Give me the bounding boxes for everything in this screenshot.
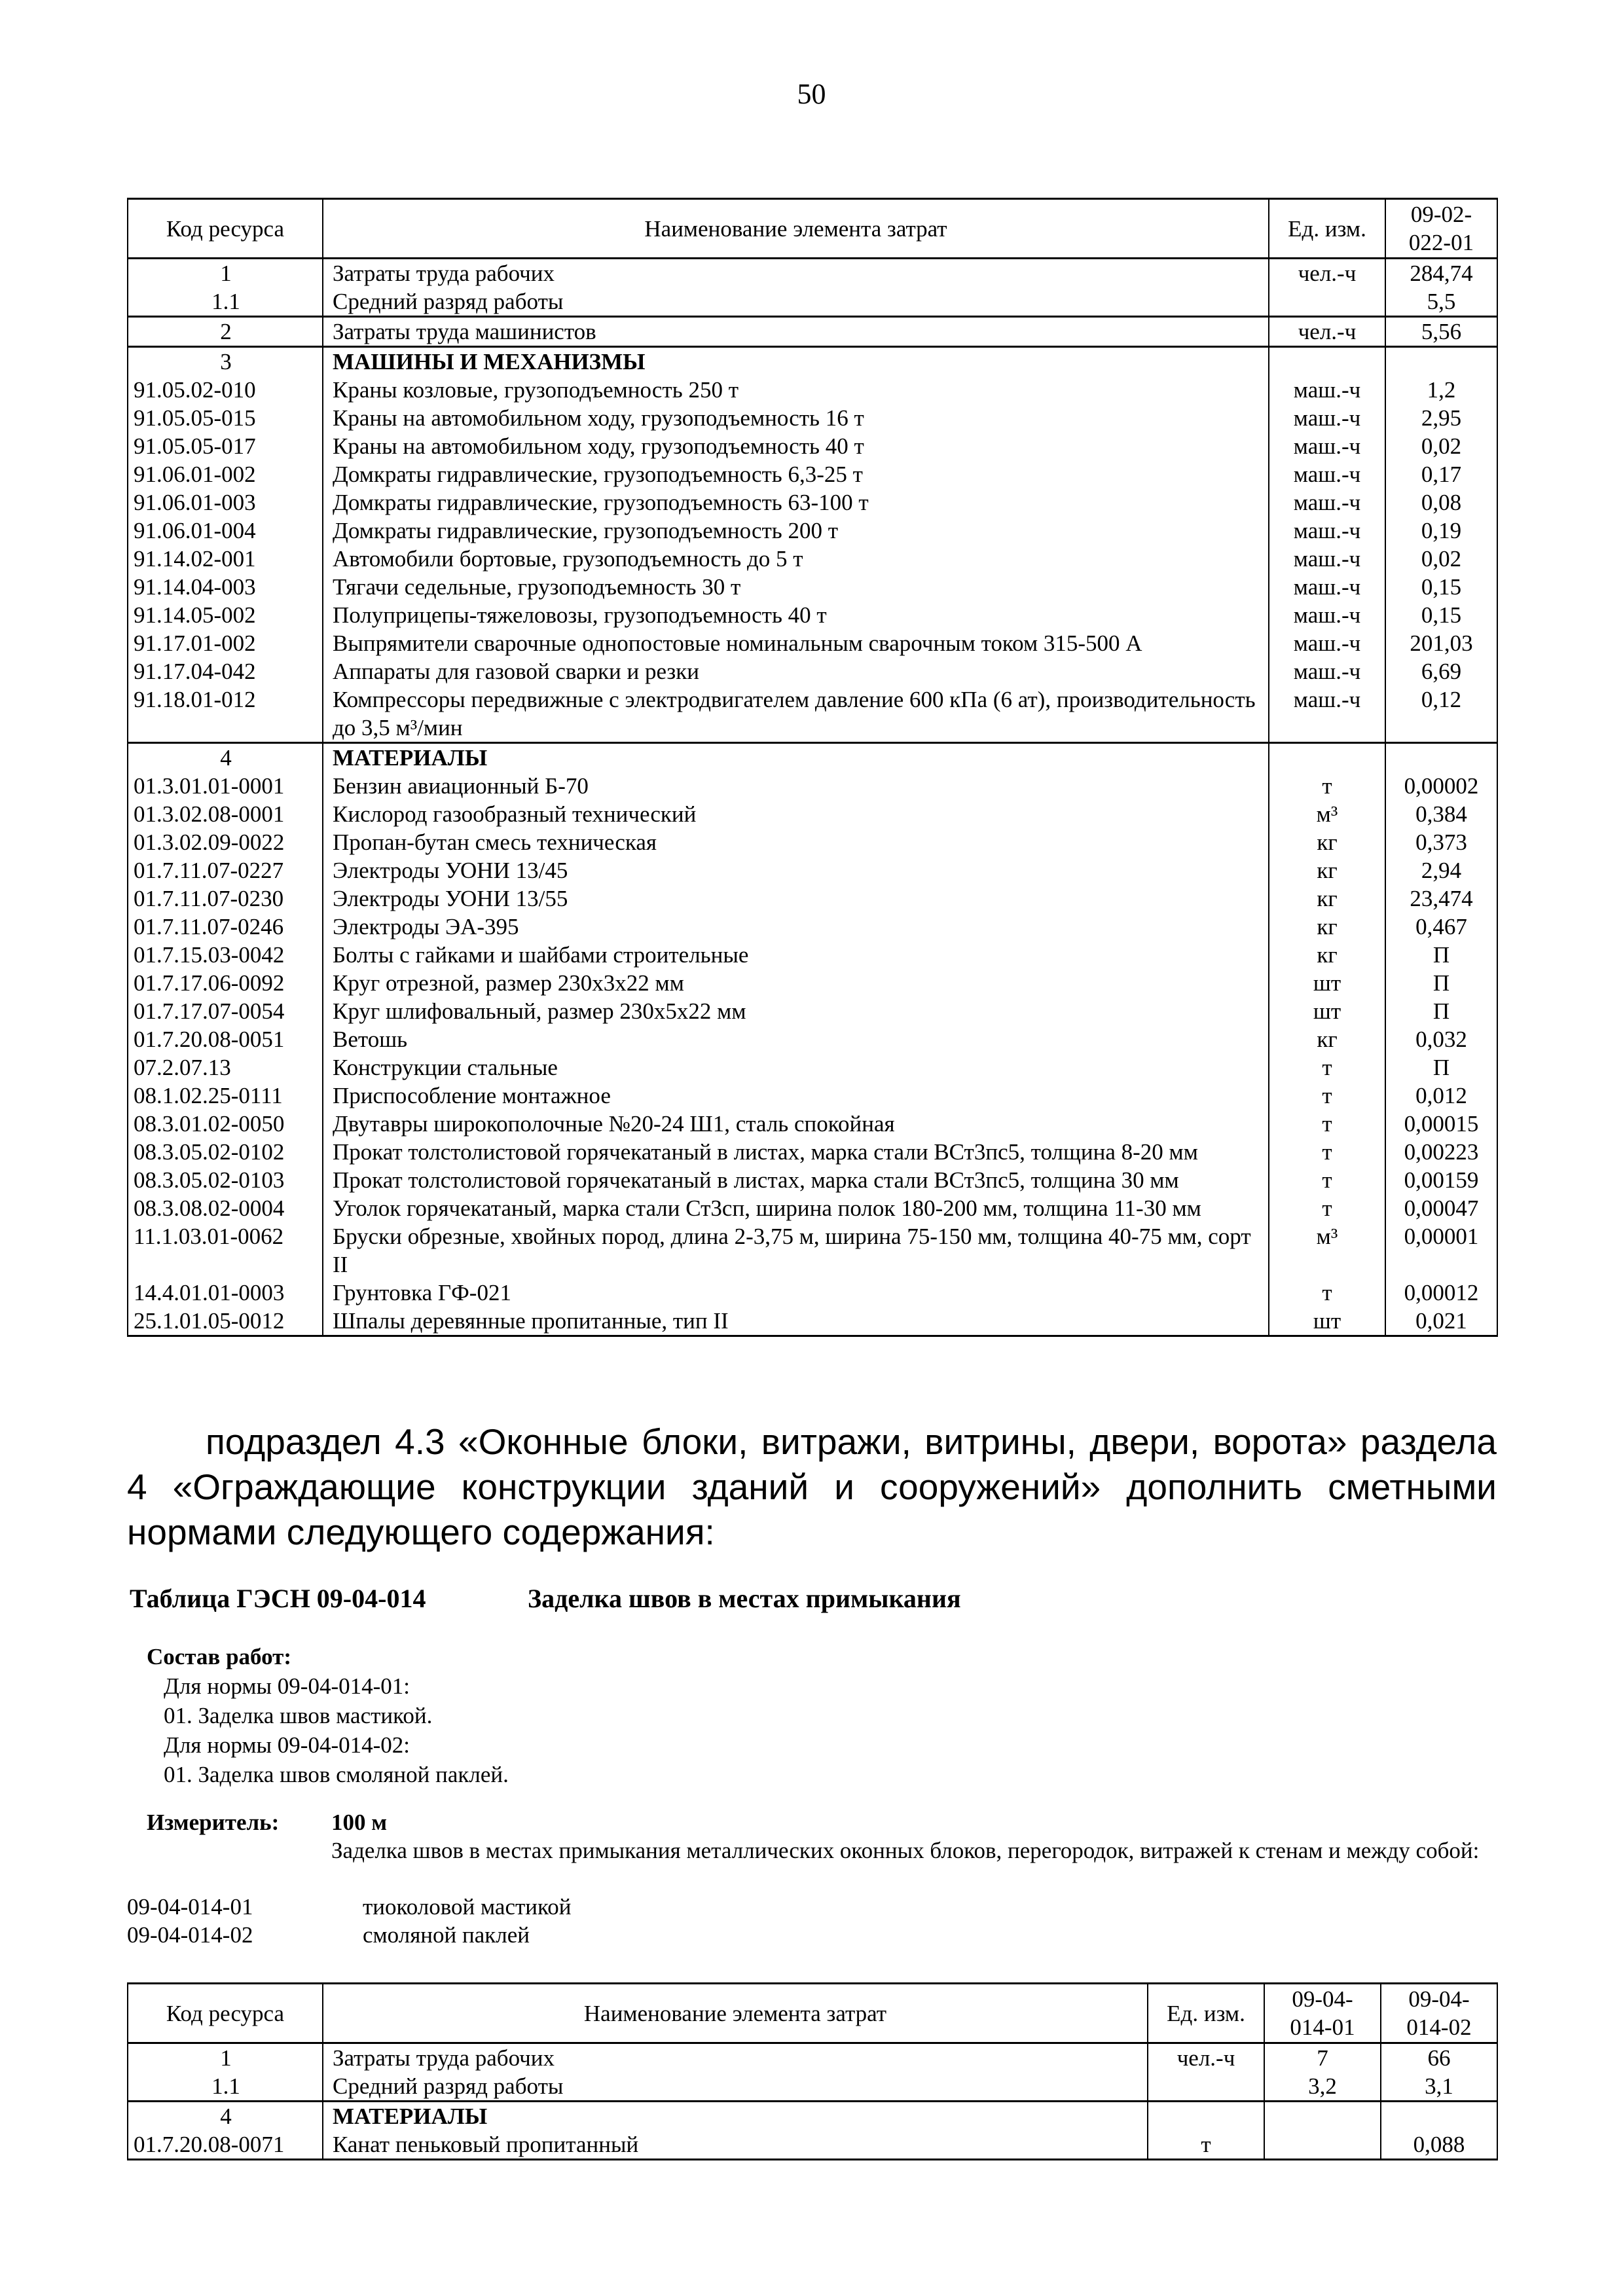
resource-code: 25.1.01.05-0012: [128, 1307, 323, 1336]
table-row: [128, 376, 1497, 404]
resource-value: [1385, 743, 1497, 773]
resource-unit: чел.-ч: [1148, 2043, 1264, 2073]
resource-code: 91.17.01-002: [128, 629, 323, 657]
resource-code: 1: [128, 2043, 323, 2073]
resource-code: 01.3.01.01-0001: [128, 772, 323, 800]
work-line: 01. Заделка швов мастикой.: [164, 1703, 433, 1728]
resource-code: 01.7.17.06-0092: [128, 969, 323, 997]
resource-name: Кислород газообразный технический: [323, 800, 1269, 828]
work-composition: [147, 1642, 509, 1789]
resource-code: 1: [128, 259, 323, 288]
header-norm-1: 09-04-014-01: [1264, 1984, 1381, 2043]
resource-unit: кг: [1269, 856, 1385, 884]
resource-unit: т: [1269, 772, 1385, 800]
resource-unit: маш.-ч: [1269, 432, 1385, 460]
resource-name: Круг отрезной, размер 230х3х22 мм: [323, 969, 1269, 997]
resource-name: Домкраты гидравлические, грузоподъемность 63-100 т: [323, 488, 1269, 517]
resource-unit: маш.-ч: [1269, 376, 1385, 404]
header-code: Код ресурса: [128, 1984, 323, 2043]
header-norm: 09-02-022-01: [1385, 199, 1497, 259]
resource-name: Уголок горячекатаный, марка стали Ст3сп, ширина полок 180-200 мм, толщина 11-30 мм: [323, 1194, 1269, 1222]
resource-unit: т: [1269, 1194, 1385, 1222]
variant-text: смоляной паклей: [363, 1922, 530, 1948]
table-row: [128, 1082, 1497, 1110]
resource-name: МАШИНЫ И МЕХАНИЗМЫ: [323, 347, 1269, 376]
table-title-name: Заделка швов в местах примыкания: [528, 1584, 961, 1613]
resource-value: 0,373: [1385, 828, 1497, 856]
measure-description: Заделка швов в местах примыкания металлических оконных блоков, перегородок, витражей к стенам и между собой:: [331, 1838, 1480, 1863]
table-row: [128, 913, 1497, 941]
work-line: 01. Заделка швов смоляной паклей.: [164, 1762, 509, 1787]
resource-code: 01.7.15.03-0042: [128, 941, 323, 969]
resource-unit: кг: [1269, 913, 1385, 941]
resource-unit: кг: [1269, 884, 1385, 913]
resource-value: П: [1385, 969, 1497, 997]
resource-name: Электроды УОНИ 13/45: [323, 856, 1269, 884]
resource-code: 91.05.02-010: [128, 376, 323, 404]
resource-unit: т: [1269, 1279, 1385, 1307]
resource-unit: маш.-ч: [1269, 601, 1385, 629]
header-name: Наименование элемента затрат: [323, 199, 1269, 259]
resource-name: Полуприцепы-тяжеловозы, грузоподъемность 40 т: [323, 601, 1269, 629]
table-row: [128, 317, 1497, 347]
amendment-text: подраздел 4.3 «Оконные блоки, витражи, витрины, двери, ворота» раздела 4 «Ограждающие конструкции зданий и сооружений» дополнить сметными нормами следующего содержания:: [127, 1421, 1497, 1552]
resource-name: Прокат толстолистовой горячекатаный в листах, марка стали ВСт3пс5, толщина 8-20 мм: [323, 1138, 1269, 1166]
resource-code: 91.05.05-017: [128, 432, 323, 460]
resource-unit: маш.-ч: [1269, 629, 1385, 657]
table-row: [128, 517, 1497, 545]
table-row: [128, 1194, 1497, 1222]
resource-unit: кг: [1269, 1025, 1385, 1053]
table-row: [128, 828, 1497, 856]
resource-code: 91.18.01-012: [128, 685, 323, 743]
resource-name: Грунтовка ГФ-021: [323, 1279, 1269, 1307]
resource-value: 201,03: [1385, 629, 1497, 657]
resource-name: Домкраты гидравлические, грузоподъемность 200 т: [323, 517, 1269, 545]
resource-value: 1,2: [1385, 376, 1497, 404]
resource-value: 0,15: [1385, 601, 1497, 629]
resource-unit: кг: [1269, 828, 1385, 856]
resource-name: Краны на автомобильном ходу, грузоподъемность 40 т: [323, 432, 1269, 460]
resource-unit: т: [1269, 1138, 1385, 1166]
variant-code: 09-04-014-01: [127, 1894, 253, 1920]
table-row: [128, 941, 1497, 969]
header-unit: Ед. изм.: [1148, 1984, 1264, 2043]
table-row: [128, 488, 1497, 517]
resource-unit: [1269, 743, 1385, 773]
table-row: [128, 1279, 1497, 1307]
resource-code: 91.14.05-002: [128, 601, 323, 629]
resource-value: 0,467: [1385, 913, 1497, 941]
resource-value: 3,2: [1264, 2072, 1381, 2102]
resource-value: 2,95: [1385, 404, 1497, 432]
resource-code: 2: [128, 317, 323, 347]
resource-code: 01.7.17.07-0054: [128, 997, 323, 1025]
resource-name: Приспособление монтажное: [323, 1082, 1269, 1110]
resource-name: Болты с гайками и шайбами строительные: [323, 941, 1269, 969]
resource-name: Компрессоры передвижные с электродвигателем давление 600 кПа (6 ат), производительность до 3,5 м³/мин: [323, 685, 1269, 743]
table-row: [128, 1138, 1497, 1166]
resource-value: 284,74: [1385, 259, 1497, 288]
table-row: [128, 601, 1497, 629]
amendment-paragraph: [127, 1419, 1497, 1555]
table-row: [128, 1025, 1497, 1053]
table-row: [128, 657, 1497, 685]
resource-value: 0,00223: [1385, 1138, 1497, 1166]
table-title-label: Таблица ГЭСН 09-04-014: [130, 1584, 426, 1613]
section-row: [128, 2102, 1497, 2131]
resource-code: 91.14.02-001: [128, 545, 323, 573]
resource-unit: маш.-ч: [1269, 545, 1385, 573]
table-row: [128, 685, 1497, 743]
table-row: [128, 1307, 1497, 1336]
resource-value: 7: [1264, 2043, 1381, 2073]
header-code: Код ресурса: [128, 199, 323, 259]
work-line: Для нормы 09-04-014-01:: [164, 1673, 410, 1699]
resource-code: 01.3.02.09-0022: [128, 828, 323, 856]
resource-unit: т: [1269, 1110, 1385, 1138]
resource-value: 0,012: [1385, 1082, 1497, 1110]
resource-value: 6,69: [1385, 657, 1497, 685]
resource-name: Средний разряд работы: [323, 287, 1269, 317]
resource-code: 4: [128, 2102, 323, 2131]
resource-name: Тягачи седельные, грузоподъемность 30 т: [323, 573, 1269, 601]
resource-value: [1264, 2130, 1381, 2160]
table-row: [128, 1110, 1497, 1138]
table-row: [128, 460, 1497, 488]
page-number: 50: [797, 78, 826, 110]
resource-unit: [1148, 2072, 1264, 2102]
table-row: [128, 432, 1497, 460]
resource-code: 91.17.04-042: [128, 657, 323, 685]
resource-name: Электроды ЭА-395: [323, 913, 1269, 941]
header-norm-2: 09-04-014-02: [1381, 1984, 1497, 2043]
resource-name: Круг шлифовальный, размер 230х5х22 мм: [323, 997, 1269, 1025]
resource-code: 01.7.11.07-0246: [128, 913, 323, 941]
resource-unit: маш.-ч: [1269, 573, 1385, 601]
resource-name: Выпрямители сварочные однопостовые номинальным сварочным током 315-500 А: [323, 629, 1269, 657]
table-row: [128, 573, 1497, 601]
resource-value: 0,02: [1385, 545, 1497, 573]
variant-code: 09-04-014-02: [127, 1922, 253, 1948]
resource-value: 0,00015: [1385, 1110, 1497, 1138]
resource-unit: маш.-ч: [1269, 460, 1385, 488]
resource-name: Затраты труда рабочих: [323, 2043, 1148, 2073]
table-row: [128, 259, 1497, 288]
resource-unit: шт: [1269, 969, 1385, 997]
work-label: Состав работ:: [147, 1644, 291, 1669]
table-row: [128, 997, 1497, 1025]
resource-unit: т: [1269, 1166, 1385, 1194]
resource-code: 08.3.08.02-0004: [128, 1194, 323, 1222]
resource-value: 5,56: [1385, 317, 1497, 347]
resource-value: П: [1385, 997, 1497, 1025]
measure-block: [127, 1808, 1497, 1949]
resource-unit: шт: [1269, 1307, 1385, 1336]
resource-value: 0,02: [1385, 432, 1497, 460]
table-row: [128, 800, 1497, 828]
resource-name: Затраты труда машинистов: [323, 317, 1269, 347]
resource-code: 01.7.20.08-0051: [128, 1025, 323, 1053]
table-row: [128, 404, 1497, 432]
resource-name: Средний разряд работы: [323, 2072, 1148, 2102]
resource-name: Шпалы деревянные пропитанные, тип II: [323, 1307, 1269, 1336]
resource-value: [1264, 2102, 1381, 2131]
resource-code: 01.3.02.08-0001: [128, 800, 323, 828]
resource-unit: маш.-ч: [1269, 517, 1385, 545]
resource-unit: т: [1269, 1053, 1385, 1082]
resource-unit: шт: [1269, 997, 1385, 1025]
table-row: [128, 969, 1497, 997]
resource-name: Краны козловые, грузоподъемность 250 т: [323, 376, 1269, 404]
table-row: [128, 629, 1497, 657]
table-row: [128, 545, 1497, 573]
resource-code: 08.3.05.02-0102: [128, 1138, 323, 1166]
resource-code: 3: [128, 347, 323, 376]
resource-code: 01.7.11.07-0227: [128, 856, 323, 884]
table-row: [128, 287, 1497, 317]
resource-value: 2,94: [1385, 856, 1497, 884]
resource-code: 11.1.03.01-0062: [128, 1222, 323, 1279]
resource-unit: маш.-ч: [1269, 685, 1385, 743]
resource-name: Ветошь: [323, 1025, 1269, 1053]
resource-code: 91.05.05-015: [128, 404, 323, 432]
resource-value: 23,474: [1385, 884, 1497, 913]
resource-code: 01.7.20.08-0071: [128, 2130, 323, 2160]
resource-value: 0,00002: [1385, 772, 1497, 800]
resource-value: [1385, 347, 1497, 376]
table-row: [128, 2043, 1497, 2073]
resource-name: Домкраты гидравлические, грузоподъемность 6,3-25 т: [323, 460, 1269, 488]
resource-code: 08.3.01.02-0050: [128, 1110, 323, 1138]
resource-value: 0,021: [1385, 1307, 1497, 1336]
resource-name: МАТЕРИАЛЫ: [323, 743, 1269, 773]
resource-value: 0,08: [1385, 488, 1497, 517]
resource-value: 0,12: [1385, 685, 1497, 743]
resource-unit: чел.-ч: [1269, 317, 1385, 347]
resource-code: 4: [128, 743, 323, 773]
resource-code: 08.1.02.25-0111: [128, 1082, 323, 1110]
resource-code: 91.14.04-003: [128, 573, 323, 601]
resource-value: 0,032: [1385, 1025, 1497, 1053]
resource-value: 0,00001: [1385, 1222, 1497, 1279]
resource-name: Конструкции стальные: [323, 1053, 1269, 1082]
resource-value: 0,00159: [1385, 1166, 1497, 1194]
resource-value: 0,19: [1385, 517, 1497, 545]
table-row: [128, 1053, 1497, 1082]
resource-name: Аппараты для газовой сварки и резки: [323, 657, 1269, 685]
resource-unit: [1269, 347, 1385, 376]
resource-value: 3,1: [1381, 2072, 1497, 2102]
table-row: [128, 2130, 1497, 2160]
resource-value: 0,00012: [1385, 1279, 1497, 1307]
resource-value: П: [1385, 1053, 1497, 1082]
resource-unit: м³: [1269, 800, 1385, 828]
resource-value: 0,00047: [1385, 1194, 1497, 1222]
resource-name: Электроды УОНИ 13/55: [323, 884, 1269, 913]
resource-name: Бруски обрезные, хвойных пород, длина 2-3,75 м, ширина 75-150 мм, толщина 40-75 мм, сорт II: [323, 1222, 1269, 1279]
resource-unit: м³: [1269, 1222, 1385, 1279]
resource-value: 0,384: [1385, 800, 1497, 828]
resource-name: Пропан-бутан смесь техническая: [323, 828, 1269, 856]
resource-value: 0,088: [1381, 2130, 1497, 2160]
section-row: [128, 743, 1497, 773]
resource-unit: [1269, 287, 1385, 317]
section-row: [128, 347, 1497, 376]
resource-name: Автомобили бортовые, грузоподъемность до 5 т: [323, 545, 1269, 573]
resource-unit: маш.-ч: [1269, 488, 1385, 517]
header-unit: Ед. изм.: [1269, 199, 1385, 259]
header-name: Наименование элемента затрат: [323, 1984, 1148, 2043]
resource-value: 0,17: [1385, 460, 1497, 488]
table-row: [128, 856, 1497, 884]
table-row: [128, 1166, 1497, 1194]
resource-unit: т: [1269, 1082, 1385, 1110]
table-row: [128, 884, 1497, 913]
resource-code: 08.3.05.02-0103: [128, 1166, 323, 1194]
resource-unit: [1148, 2102, 1264, 2131]
measure-value: 100 м: [331, 1810, 388, 1835]
resource-name: МАТЕРИАЛЫ: [323, 2102, 1148, 2131]
resource-value: 66: [1381, 2043, 1497, 2073]
resource-value: 5,5: [1385, 287, 1497, 317]
resource-code: 91.06.01-004: [128, 517, 323, 545]
resource-value: 0,15: [1385, 573, 1497, 601]
resource-code: 1.1: [128, 287, 323, 317]
resource-name: Затраты труда рабочих: [323, 259, 1269, 288]
resource-table-09-02-022: [127, 198, 1498, 1337]
resource-value: [1381, 2102, 1497, 2131]
resource-code: 07.2.07.13: [128, 1053, 323, 1082]
resource-code: 01.7.11.07-0230: [128, 884, 323, 913]
resource-unit: кг: [1269, 941, 1385, 969]
resource-value: П: [1385, 941, 1497, 969]
resource-name: Канат пеньковый пропитанный: [323, 2130, 1148, 2160]
resource-unit: чел.-ч: [1269, 259, 1385, 288]
resource-name: Краны на автомобильном ходу, грузоподъемность 16 т: [323, 404, 1269, 432]
work-line: Для нормы 09-04-014-02:: [164, 1732, 410, 1758]
variant-text: тиоколовой мастикой: [363, 1894, 572, 1920]
resource-unit: т: [1148, 2130, 1264, 2160]
table-row: [128, 2072, 1497, 2102]
resource-code: 14.4.01.01-0003: [128, 1279, 323, 1307]
resource-code: 1.1: [128, 2072, 323, 2102]
resource-table-09-04-014: [127, 1982, 1498, 2160]
table-row: [128, 1222, 1497, 1279]
resource-name: Двутавры широкополочные №20-24 Ш1, сталь спокойная: [323, 1110, 1269, 1138]
table-row: [128, 772, 1497, 800]
resource-name: Бензин авиационный Б-70: [323, 772, 1269, 800]
resource-name: Прокат толстолистовой горячекатаный в листах, марка стали ВСт3пс5, толщина 30 мм: [323, 1166, 1269, 1194]
resource-code: 91.06.01-002: [128, 460, 323, 488]
resource-unit: маш.-ч: [1269, 657, 1385, 685]
resource-code: 91.06.01-003: [128, 488, 323, 517]
resource-unit: маш.-ч: [1269, 404, 1385, 432]
measure-label: Измеритель:: [147, 1810, 280, 1835]
